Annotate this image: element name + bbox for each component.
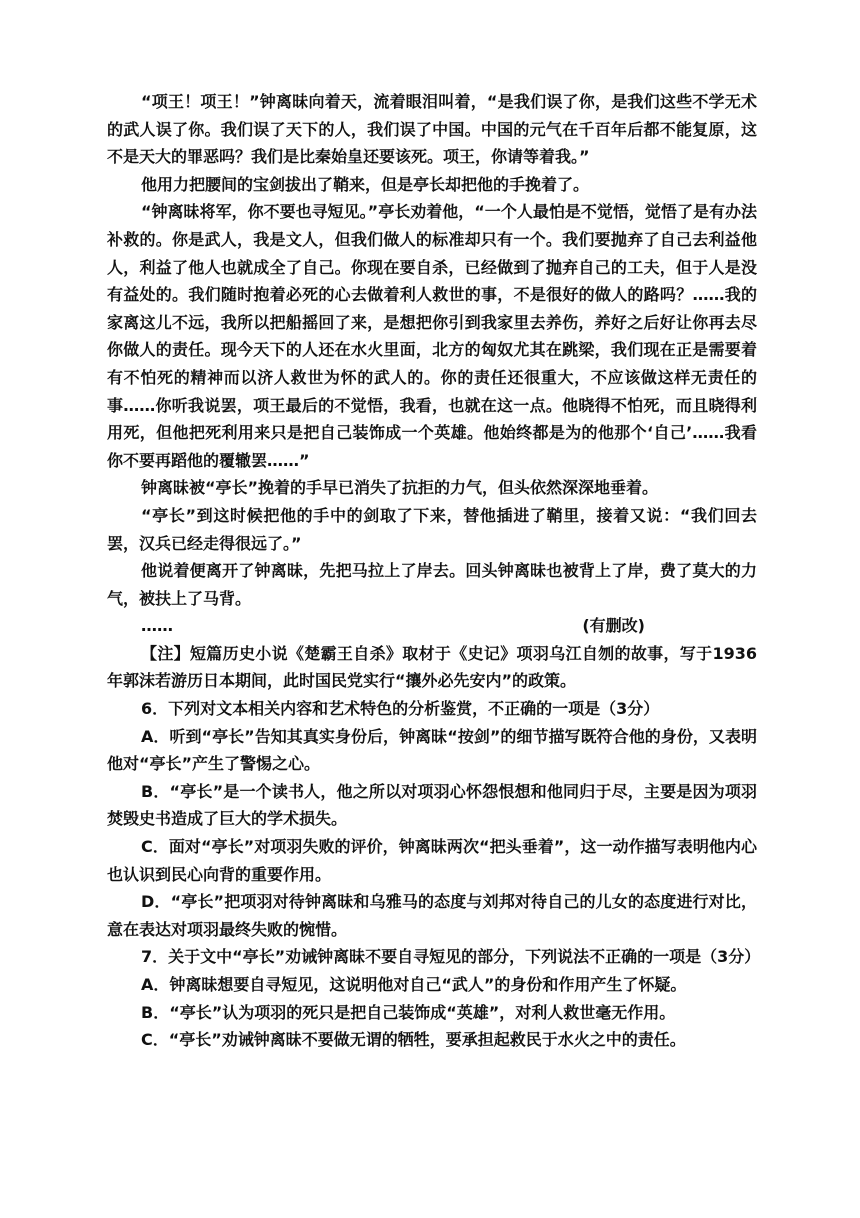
source-note: (有删改)	[582, 616, 645, 636]
page-content	[107, 88, 761, 1054]
question-6-option-d: D．“亭长”把项羽对待钟离昧和乌雅马的态度与刘邦对待自己的儿女的态度进行对比，意在表达对项羽最终失败的惋惜。	[107, 892, 757, 939]
annotation-note: 【注】短篇历史小说《楚霸王自杀》取材于《史记》项羽乌江自刎的故事，写于1936年郭沫若游历日本期间，此时国民党实行“攘外必先安内”的政策。	[107, 643, 757, 691]
question-7-option-a: A．钟离昧想要自寻短见，这说明他对自己“武人”的身份和作用产生了怀疑。	[141, 975, 687, 994]
excerpt-end-row	[107, 612, 757, 640]
story-paragraph-1: “项王！项王！”钟离昧向着天，流着眼泪叫着，“是我们误了你，是我们这些不学无术的武人误了你。我们误了天下的人，我们误了中国。中国的元气在千百年后都不能复原，这不是天大的罪恶吗？我们是比秦始皇还要该死。项王，你请等着我。”	[107, 92, 757, 167]
question-6-option-b: B．“亭长”是一个读书人，他之所以对项羽心怀怨恨想和他同归于尽，主要是因为项羽焚毁史书造成了巨大的学术损失。	[107, 781, 757, 829]
story-paragraph-3: “钟离昧将军，你不要也寻短见。”亭长劝着他，“一个人最怕是不觉悟，觉悟了是有办法补救的。你是武人，我是文人，但我们做人的标准却只有一个。我们要抛弃了自己去利益他人，利益了他人也就成全了自己。你现在要自杀，已经做到了抛弃自己的工夫，但于人是没有益处的。我们随时抱着必死的心去做着利人救世的事，不是很好的做人的路吗？……我的家离这儿不远，我所以把船摇回了来，是想把你引到我家里去养伤，养好之后好让你再去尽你做人的责任。现今天下的人还在水火里面，北方的匈奴尤其在跳梁，我们现在正是需要着有不怕死的精神而以济人救世为怀的武人的。你的责任还很重大，不应该做这样无责任的事……你听我说罢，项王最后的不觉悟，我看，也就在这一点。他晓得不怕死，而且晓得利用死，但他把死利用来只是把自己装饰成一个英雄。他始终都是为的他那个‘自己’……我看你不要再蹈他的覆辙罢……”	[107, 202, 757, 470]
story-paragraph-5: “亭长”到这时候把他的手中的剑取了下来，替他插进了鞘里，接着又说：“我们回去罢，汉兵已经走得很远了。”	[107, 505, 757, 553]
question-7-stem: 7．关于文中“亭长”劝诫钟离昧不要自寻短见的部分，下列说法不正确的一项是（3分）	[141, 947, 761, 967]
question-6-option-a: A．听到“亭长”告知其真实身份后，钟离昧“按剑”的细节描写既符合他的身份，又表明他对“亭长”产生了警惕之心。	[107, 726, 757, 774]
question-7-option-b: B．“亭长”认为项羽的死只是把自己装饰成“英雄”，对利人救世毫无作用。	[141, 1002, 676, 1022]
question-7-option-c: C．“亭长”劝诫钟离昧不要做无谓的牺牲，要承担起救民于水火之中的责任。	[141, 1030, 686, 1050]
question-6-stem: 6．下列对文本相关内容和艺术特色的分析鉴赏，不正确的一项是（3分）	[141, 699, 660, 719]
story-paragraph-2: 他用力把腰间的宝剑拔出了鞘来，但是亭长却把他的手挽着了。	[141, 174, 590, 194]
story-paragraph-4: 钟离昧被“亭长”挽着的手早已消失了抗拒的力气，但头依然深深地垂着。	[141, 478, 659, 498]
ellipsis-mark: ……	[141, 616, 173, 636]
question-6-option-c: C．面对“亭长”对项羽失败的评价，钟离昧两次“把头垂着”，这一动作描写表明他内心也认识到民心向背的重要作用。	[107, 837, 757, 884]
story-paragraph-6: 他说着便离开了钟离昧，先把马拉上了岸去。回头钟离昧也被背上了岸，费了莫大的力气，被扶上了马背。	[107, 561, 757, 608]
